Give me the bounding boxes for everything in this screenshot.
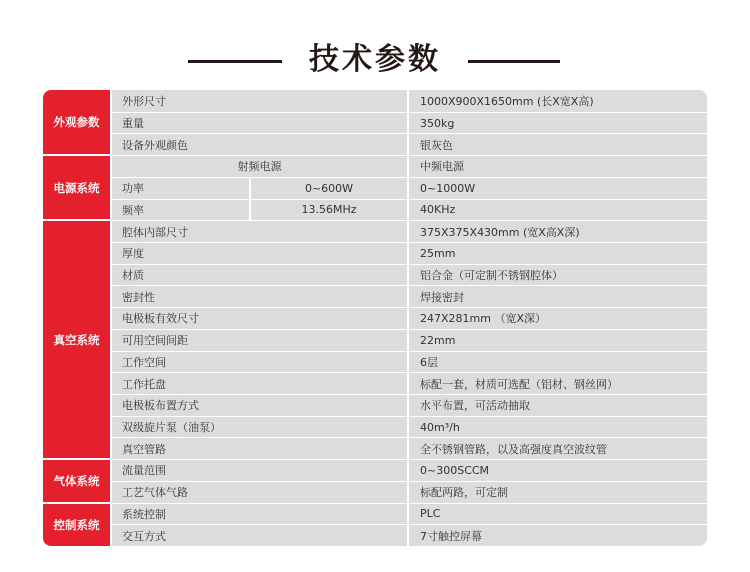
spec-label: 双级旋片泵（油泵） (122, 421, 221, 435)
spec-label: 密封性 (122, 290, 155, 304)
spec-value: 40KHz (420, 203, 456, 217)
table-row (112, 417, 707, 438)
category-3: 气体系统 (43, 460, 110, 501)
spec-label: 可用空间间距 (122, 334, 188, 348)
category-0: 外观参数 (43, 90, 110, 154)
table-row (112, 156, 707, 177)
spec-value: 0~1000W (420, 181, 476, 195)
spec-label: 功率 (122, 182, 144, 196)
category-4: 控制系统 (43, 504, 110, 546)
spec-label: 频率 (122, 203, 144, 217)
spec-value: 350kg (420, 116, 455, 130)
spec-label: 工作托盘 (122, 377, 166, 391)
table-row (112, 330, 707, 351)
spec-value: 375X375X430mm (宽X高X深) (420, 225, 580, 239)
table-row (112, 504, 707, 525)
table-row (112, 265, 707, 286)
spec-value: 0~300SCCM (420, 463, 490, 477)
spec-value: 1000X900X1650mm (长X宽X高) (420, 94, 594, 108)
table-row (112, 308, 707, 329)
spec-label: 电极板有效尺寸 (122, 312, 199, 326)
spec-label: 设备外观颜色 (122, 138, 188, 152)
spec-label: 真空管路 (122, 442, 166, 456)
spec-value: 铝合金（可定制不锈钢腔体） (420, 269, 563, 283)
spec-label: 系统控制 (122, 507, 166, 521)
spec-label: 材质 (122, 269, 144, 283)
table-row (112, 134, 707, 155)
spec-label: 外形尺寸 (122, 94, 166, 108)
spec-label: 电极板布置方式 (122, 399, 199, 413)
spec-value: 银灰色 (420, 138, 453, 152)
category-2: 真空系统 (43, 221, 110, 458)
table-row (112, 90, 707, 112)
spec-value: PLC (420, 507, 441, 521)
spec-value: 40m³/h (420, 420, 460, 434)
spec-label: 重量 (122, 117, 144, 131)
table-row (112, 482, 707, 503)
spec-value: 标配两路，可定制 (420, 486, 508, 500)
spec-table (43, 90, 707, 546)
spec-label: 流量范围 (122, 464, 166, 478)
spec-value: 22mm (420, 333, 456, 347)
spec-label: 交互方式 (122, 529, 166, 543)
page-title: 技术参数 (309, 42, 441, 77)
spec-label: 工作空间 (122, 355, 166, 369)
spec-label: 工艺气体气路 (122, 486, 188, 500)
spec-value: 25mm (420, 246, 456, 260)
spec-rows (112, 90, 707, 546)
spec-label: 厚度 (122, 247, 144, 261)
table-row (112, 243, 707, 264)
spec-label: 腔体内部尺寸 (122, 225, 188, 239)
table-row (112, 525, 707, 546)
spec-value: 标配一套，材质可选配（铝材、钢丝网） (420, 377, 618, 391)
spec-value: 中频电源 (420, 160, 464, 174)
table-row (112, 178, 707, 199)
table-row (112, 221, 707, 242)
section-header (0, 40, 750, 80)
table-row (112, 460, 707, 481)
spec-value: 7寸触控屏幕 (420, 529, 482, 543)
table-row (112, 438, 707, 459)
table-row (112, 373, 707, 394)
spec-value: 6层 (420, 355, 438, 369)
spec-value: 焊接密封 (420, 290, 464, 304)
spec-value: 247X281mm （宽X深） (420, 312, 546, 326)
category-1: 电源系统 (43, 156, 110, 219)
category-column (43, 90, 110, 546)
table-row (112, 113, 707, 134)
spec-value-rf: 0~600W (304, 181, 354, 195)
title-right-rule (468, 60, 560, 63)
table-row (112, 200, 707, 221)
spec-value-rf: 13.56MHz (301, 203, 357, 217)
table-row (112, 395, 707, 416)
column-header: 射频电源 (237, 160, 282, 174)
table-row (112, 352, 707, 373)
spec-value: 水平布置，可活动抽取 (420, 399, 530, 413)
spec-value: 全不锈钢管路，以及高强度真空波纹管 (420, 442, 607, 456)
table-row (112, 286, 707, 307)
